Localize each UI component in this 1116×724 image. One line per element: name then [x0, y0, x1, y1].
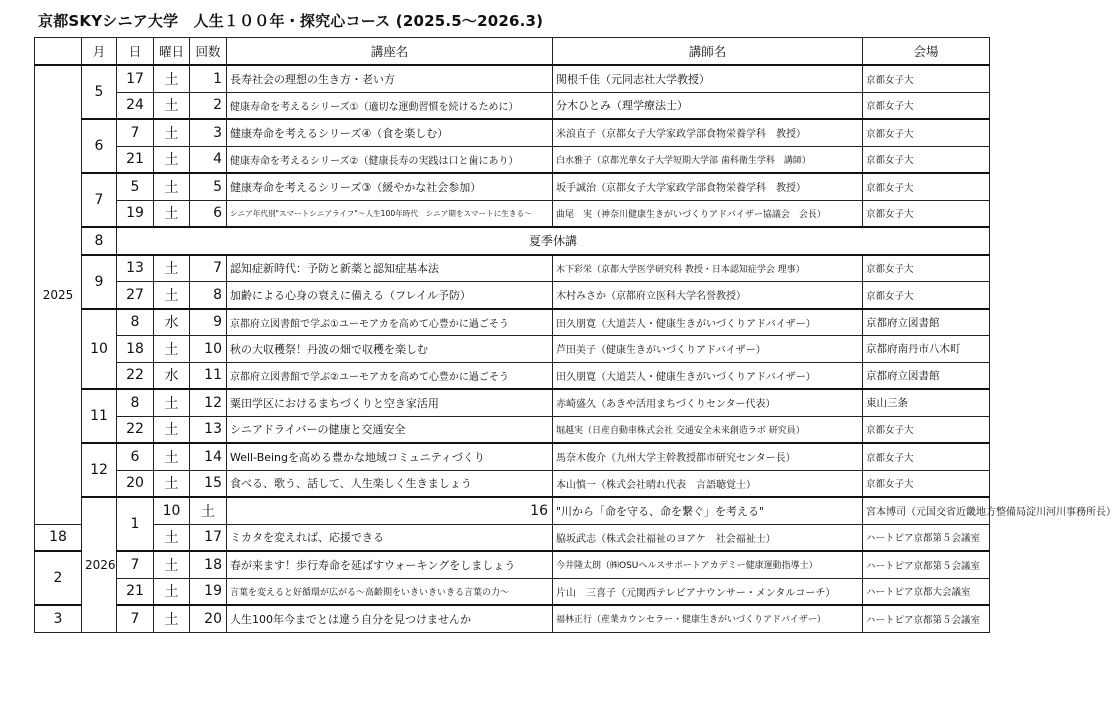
- day-cell: 5: [117, 173, 154, 200]
- day-cell: 13: [117, 255, 154, 282]
- venue-cell: 京都女子大: [863, 470, 990, 497]
- course-cell: "川から「命を守る、命を繋ぐ」を考える": [553, 497, 863, 524]
- venue-cell: 京都女子大: [863, 416, 990, 443]
- session-cell: 17: [190, 524, 227, 551]
- course-cell: シニアドライバーの健康と交通安全: [227, 416, 553, 443]
- course-cell: 健康寿命を考えるシリーズ②（健康長寿の実践は口と歯にあり）: [227, 146, 553, 173]
- course-cell: 健康寿命を考えるシリーズ④（食を楽しむ）: [227, 119, 553, 146]
- table-row: [35, 282, 990, 309]
- lecturer-cell: 木村みさか（京都府立医科大学名誉教授）: [553, 282, 863, 309]
- weekday-cell: 土: [190, 497, 227, 524]
- table-row: [35, 173, 990, 200]
- venue-cell: ハートピア京都大会議室: [863, 578, 990, 605]
- course-cell: 言葉を変えると好循環が広がる～高齢期をいきいきいきる言葉の力～: [227, 578, 553, 605]
- month-cell: 3: [35, 605, 82, 632]
- day-cell: 19: [117, 200, 154, 227]
- lecturer-cell: 今井隆太朗（㈱OSUヘルスサポートアカデミー健康運動指導士）: [553, 551, 863, 578]
- lecturer-cell: 馬奈木俊介（九州大学主幹教授都市研究センター長）: [553, 443, 863, 470]
- session-cell: 8: [190, 282, 227, 309]
- day-cell: 27: [117, 282, 154, 309]
- session-cell: 11: [190, 362, 227, 389]
- month-cell: 12: [82, 443, 117, 497]
- weekday-cell: 土: [154, 119, 190, 146]
- weekday-cell: 土: [154, 255, 190, 282]
- day-cell: 18: [117, 336, 154, 363]
- day-cell: 18: [35, 524, 82, 551]
- header-session: 回数: [190, 38, 227, 66]
- lecturer-cell: 関根千佳（元同志社大学教授）: [553, 65, 863, 92]
- table-row: [35, 416, 990, 443]
- weekday-cell: 土: [154, 173, 190, 200]
- session-cell: 14: [190, 443, 227, 470]
- venue-cell: 京都府南丹市八木町: [863, 336, 990, 363]
- month-cell: 2: [35, 551, 82, 605]
- weekday-cell: 土: [154, 389, 190, 416]
- weekday-cell: 土: [154, 146, 190, 173]
- lecturer-cell: 分木ひとみ（理学療法士）: [553, 92, 863, 119]
- lecturer-cell: 木下彩栄（京都大学医学研究科 教授・日本認知症学会 理事）: [553, 255, 863, 282]
- table-row: [35, 497, 990, 524]
- venue-cell: 東山三条: [863, 389, 990, 416]
- day-cell: 7: [117, 119, 154, 146]
- header-day: 日: [117, 38, 154, 66]
- weekday-cell: 土: [154, 443, 190, 470]
- year-cell: 2025: [35, 65, 82, 524]
- course-cell: 長寿社会の理想の生き方・老い方: [227, 65, 553, 92]
- document-title: 京都SKYシニア大学 人生１００年・探究心コース (2025.5～2026.3): [38, 12, 544, 30]
- lecturer-cell: 米浪直子（京都女子大学家政学部食物栄養学科 教授）: [553, 119, 863, 146]
- weekday-cell: 水: [154, 309, 190, 336]
- month-cell: 11: [82, 389, 117, 443]
- year-header: [35, 38, 82, 66]
- day-cell: 22: [117, 416, 154, 443]
- venue-cell: 京都女子大: [863, 443, 990, 470]
- session-cell: 18: [190, 551, 227, 578]
- table-row: [35, 389, 990, 416]
- weekday-cell: 土: [154, 92, 190, 119]
- table-row: [35, 524, 990, 551]
- session-cell: 19: [190, 578, 227, 605]
- session-cell: 1: [190, 65, 227, 92]
- venue-cell: 京都女子大: [863, 146, 990, 173]
- course-cell: 健康寿命を考えるシリーズ③（緩やかな社会参加）: [227, 173, 553, 200]
- header-course: 講座名: [227, 38, 553, 66]
- session-cell: 20: [190, 605, 227, 632]
- course-cell: 認知症新時代：予防と新薬と認知症基本法: [227, 255, 553, 282]
- course-cell: シニア年代別"スマートシニアライフ"～人生100年時代 シニア期をスマートに生きる～: [227, 200, 553, 227]
- day-cell: 7: [117, 551, 154, 578]
- lecturer-cell: 芦田美子（健康生きがいづくりアドバイザー）: [553, 336, 863, 363]
- venue-cell: ハートピア京都第５会議室: [863, 551, 990, 578]
- day-cell: 20: [117, 470, 154, 497]
- course-cell: 京都府立図書館で学ぶ①ユーモアカを高めて心豊かに過ごそう: [227, 309, 553, 336]
- table-row: [35, 309, 990, 336]
- table-row: [35, 470, 990, 497]
- weekday-cell: 水: [154, 362, 190, 389]
- course-cell: 人生100年今までとは違う自分を見つけませんか: [227, 605, 553, 632]
- course-cell: 秋の大収穫祭！丹波の畑で収穫を楽しむ: [227, 336, 553, 363]
- session-cell: 16: [227, 497, 553, 524]
- table-row: [35, 605, 990, 632]
- day-cell: 10: [154, 497, 190, 524]
- venue-cell: 京都府立図書館: [863, 362, 990, 389]
- table-row: [35, 255, 990, 282]
- weekday-cell: 土: [154, 416, 190, 443]
- course-cell: 健康寿命を考えるシリーズ①（適切な運動習慣を続けるために）: [227, 92, 553, 119]
- session-cell: 4: [190, 146, 227, 173]
- venue-cell: 京都女子大: [863, 92, 990, 119]
- day-cell: 8: [117, 389, 154, 416]
- day-cell: 21: [117, 146, 154, 173]
- month-cell: 7: [82, 173, 117, 227]
- session-cell: 2: [190, 92, 227, 119]
- session-cell: 15: [190, 470, 227, 497]
- table-row: [35, 362, 990, 389]
- table-row: [35, 65, 990, 92]
- lecturer-cell: 曲尾 実（神奈川健康生きがいづくりアドバイザー協議会 会長）: [553, 200, 863, 227]
- lecturer-cell: 田久朋寛（大道芸人・健康生きがいづくりアドバイザー）: [553, 362, 863, 389]
- session-cell: 10: [190, 336, 227, 363]
- session-cell: 6: [190, 200, 227, 227]
- weekday-cell: 土: [154, 336, 190, 363]
- day-cell: 8: [117, 309, 154, 336]
- table-row: [35, 92, 990, 119]
- month-cell: 8: [82, 227, 117, 255]
- lecturer-cell: 田久朋寛（大道芸人・健康生きがいづくりアドバイザー）: [553, 309, 863, 336]
- venue-cell: 京都女子大: [863, 255, 990, 282]
- weekday-cell: 土: [154, 65, 190, 92]
- day-cell: 17: [117, 65, 154, 92]
- lecturer-cell: 白水雅子（京都光華女子大学短期大学部 歯科衛生学科 講師）: [553, 146, 863, 173]
- table-row: [35, 578, 990, 605]
- schedule-table: [34, 37, 1116, 633]
- header-row: [35, 38, 990, 66]
- weekday-cell: 土: [154, 200, 190, 227]
- month-cell: 5: [82, 65, 117, 119]
- day-cell: 6: [117, 443, 154, 470]
- venue-cell: 京都女子大: [863, 282, 990, 309]
- table-row: [35, 119, 990, 146]
- header-lecturer: 講師名: [553, 38, 863, 66]
- venue-cell: ハートピア京都第５会議室: [863, 605, 990, 632]
- session-cell: 3: [190, 119, 227, 146]
- venue-cell: 京都女子大: [863, 119, 990, 146]
- session-cell: 13: [190, 416, 227, 443]
- weekday-cell: 土: [154, 578, 190, 605]
- table-row: [35, 200, 990, 227]
- course-cell: 粟田学区におけるまちづくりと空き家活用: [227, 389, 553, 416]
- month-cell: 10: [82, 309, 117, 390]
- weekday-cell: 土: [154, 605, 190, 632]
- session-cell: 9: [190, 309, 227, 336]
- weekday-cell: 土: [154, 470, 190, 497]
- day-cell: 24: [117, 92, 154, 119]
- table-row: [35, 551, 990, 578]
- month-cell: 6: [82, 119, 117, 173]
- summer-break-label: 夏季休講: [117, 227, 990, 255]
- venue-cell: 京都女子大: [863, 173, 990, 200]
- lecturer-cell: 堀越実（日産自動車株式会社 交通安全未来創造ラボ 研究員）: [553, 416, 863, 443]
- summer-break-row: [35, 227, 990, 255]
- month-cell: 1: [117, 497, 154, 551]
- day-cell: 21: [117, 578, 154, 605]
- table-row: [35, 336, 990, 363]
- weekday-cell: 土: [154, 551, 190, 578]
- session-cell: 5: [190, 173, 227, 200]
- venue-cell: 京都女子大: [863, 65, 990, 92]
- venue-cell: 京都府立図書館: [863, 309, 990, 336]
- month-cell: 9: [82, 255, 117, 309]
- header-venue: 会場: [863, 38, 990, 66]
- weekday-cell: 土: [154, 524, 190, 551]
- header-weekday: 曜日: [154, 38, 190, 66]
- course-cell: 春が来ます！歩行寿命を延ばすウォーキングをしましょう: [227, 551, 553, 578]
- day-cell: 7: [117, 605, 154, 632]
- course-cell: ミカタを変えれば、応援できる: [227, 524, 553, 551]
- session-cell: 7: [190, 255, 227, 282]
- table-row: [35, 443, 990, 470]
- day-cell: 22: [117, 362, 154, 389]
- lecturer-cell: 宮本博司（元国交省近畿地方整備局淀川河川事務所長）: [863, 497, 990, 524]
- course-cell: 食べる、歌う、話して、人生楽しく生きましょう: [227, 470, 553, 497]
- lecturer-cell: 坂手誠治（京都女子大学家政学部食物栄養学科 教授）: [553, 173, 863, 200]
- course-cell: 京都府立図書館で学ぶ②ユーモアカを高めて心豊かに過ごそう: [227, 362, 553, 389]
- venue-cell: 京都女子大: [863, 200, 990, 227]
- table-row: [35, 146, 990, 173]
- session-cell: 12: [190, 389, 227, 416]
- weekday-cell: 土: [154, 282, 190, 309]
- lecturer-cell: 福林正行（産業カウンセラー・健康生きがいづくりアドバイザー）: [553, 605, 863, 632]
- year-cell: 2026: [82, 497, 117, 632]
- lecturer-cell: 本山慎一（株式会社晴れ代表 言語聴覚士）: [553, 470, 863, 497]
- lecturer-cell: 片山 三喜子（元関西テレビアナウンサー・メンタルコーチ）: [553, 578, 863, 605]
- course-cell: Well-Beingを高める豊かな地域コミュニティづくり: [227, 443, 553, 470]
- lecturer-cell: 脇坂武志（株式会社福祉のヨアケ 社会福祉士）: [553, 524, 863, 551]
- venue-cell: ハートピア京都第５会議室: [863, 524, 990, 551]
- lecturer-cell: 赤崎盛久（あきや活用まちづくりセンター代表）: [553, 389, 863, 416]
- course-cell: 加齢による心身の衰えに備える（フレイル予防）: [227, 282, 553, 309]
- header-month: 月: [82, 38, 117, 66]
